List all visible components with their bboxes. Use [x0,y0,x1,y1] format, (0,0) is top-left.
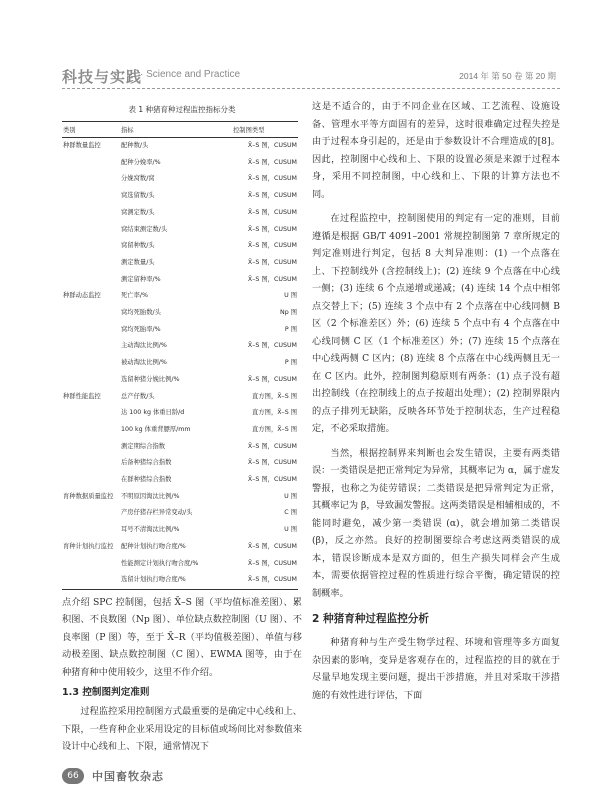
table-row [62,439,298,456]
table-cell-category: 种群动态监控 [63,292,101,300]
table-row [62,255,298,272]
table-cell-indicator: 窝选留数/头 [121,192,155,200]
table-row [62,522,298,539]
table-cell-indicator: 性能测定计划执行吻合度/% [121,559,199,567]
table-cell-category [62,188,120,205]
table-cell-indicator: 配种数/头 [121,142,149,149]
table-cell-chart-type: X̄–S 图，CUSUM [247,459,297,467]
table-header-indicator: 指标 [120,122,232,138]
table-cell-category [62,572,120,589]
table-cell-category [62,455,120,472]
indicator-table [62,121,298,590]
table-cell-chart-type: P 图 [284,359,297,367]
table-cell-chart-type: X̄–S 图，CUSUM [247,142,297,149]
table-cell-indicator: 总产仔数/头 [121,392,155,400]
table-cell-chart-type: X̄–S 图，CUSUM [247,542,297,550]
table-cell-indicator: 窝留种数/头 [121,242,155,250]
issue-info: 2014 年 第 50 卷 第 20 期 [459,71,556,81]
table-row [62,372,298,389]
table-cell-category [62,322,120,339]
journal-logo: 中国畜牧杂志 [92,770,164,783]
table-row [62,188,298,205]
table-row [62,505,298,522]
table-cell-category [62,472,120,489]
table-row [62,572,298,589]
table-header-category: 类别 [62,122,120,138]
table-cell-chart-type: 直方图，X̄–S 图 [252,392,297,400]
table-row [62,556,298,573]
table-cell-category [62,255,120,272]
table-cell-chart-type: P 图 [284,325,297,333]
header-divider [62,88,560,89]
table-cell-chart-type: X̄–S 图，CUSUM [247,342,297,350]
table-row [62,222,298,239]
table-cell-indicator: 配种分娩率/% [121,158,161,166]
table-cell-chart-type: C 图 [284,509,297,517]
table-cell-category [62,372,120,389]
table-row [62,171,298,188]
paragraph: 当然，根据控制界来判断也会发生错误，主要有两类错误：一类错误是把正常判定为异常，其概率记为 α，属于虚发警报，也称之为徒劳错误；二类错误是把异常判定为正常，其概率记为 β，导致漏发警报。这两类错误是相辅相成的，不能同时避免，减少第一类错误 (α)，就会增加第二类错误 (β)，反之亦然。良好的控制图要综合考虑这两类错误的成本，错误诊断成本是双方面的，但生产损失同样会产生成本，需要依据管控过程的性质进行综合平衡，确定错误的控制概率。 [312,447,560,599]
table-cell-chart-type: 直方图，X̄–S 图 [252,409,297,417]
table-cell-category [62,556,120,573]
paragraph: 点介绍 SPC 控制图，包括 X̄–S 图（平均值标准差图）、累积图、不良数图（Np 图）、单位缺点数控制图（U 图）、不良率图（P 图）等，至于 X̄–R（平均值极差图）、单值与移动极差图、缺点数控制图（C 图）、EWMA 图等，由于在种猪育种中使用较少，这里不作介绍。 [62,596,302,678]
table-cell-chart-type: U 图 [284,526,297,534]
table-cell-indicator: 产房仔猪存栏异常变动/头 [121,509,193,517]
table-cell-chart-type: X̄–S 图，CUSUM [247,175,297,183]
table-cell-chart-type: 直方图，X̄–S 图 [252,425,297,433]
table-cell-indicator: 不明原因淘汰比例/% [121,492,180,500]
table-cell-category [62,171,120,188]
table-row [62,405,298,422]
table-row [62,539,298,556]
table-cell-indicator: 窝均死胎数/头 [121,309,161,317]
table-row [62,288,298,305]
table-cell-indicator: 选留种猪分娩比例/% [121,375,180,383]
table-header-chart-type: 控制图类型 [232,122,298,138]
table-row [62,272,298,289]
table-cell-indicator: 耳号不清淘汰比例/% [121,526,180,534]
table-cell-category [62,439,120,456]
table-caption: 表 1 种猪育种过程监控指标分类 [128,105,236,114]
table-body [62,138,298,590]
page-header [62,66,562,88]
table-cell-category: 种群数量监控 [63,142,101,149]
section-heading-2: 2 种猪育种过程监控分析 [312,613,429,625]
table-cell-chart-type: X̄–S 图，CUSUM [247,258,297,266]
table-cell-indicator: 测定留种率/% [121,275,161,283]
table-cell-chart-type: X̄–S 图，CUSUM [247,208,297,216]
table-cell-chart-type: X̄–S 图，CUSUM [247,476,297,484]
table-row [62,472,298,489]
table-cell-category [62,338,120,355]
table-cell-category [62,155,120,172]
table-cell-chart-type: X̄–S 图，CUSUM [247,375,297,383]
table-cell-indicator: 被动淘汰比例/% [121,359,167,367]
table-cell-indicator: 配种计划执行吻合度/% [121,542,186,550]
table-cell-chart-type: X̄–S 图，CUSUM [247,242,297,250]
section-brand: 科技与实践 [62,68,143,86]
paragraph: 这是不适合的，由于不同企业在区域、工艺流程、设施设备、管理水平等方面固有的差异，这时很难确定过程失控是由于过程本身引起的，还是由于参数设计不合理造成的[8]。因此，控制图中心线和上、下限的设置必须是来源于过程本身，采用不同控制图，中心线和上、下限的计算方法也不同。 [312,101,560,200]
table-cell-indicator: 死亡率/% [121,292,148,300]
paragraph: 在过程监控中，控制图使用的判定有一定的准则，目前遵循是根据 GB/T 4091–2001 常规控制图第 7 章所规定的判定准则进行判定，包括 8 大判异准则：(1) 一个点落在上、下控制线外 (含控制线上)；(2) 连续 9 个点落在中心线一侧；(3) 连续 6 个点递增或递减；(4) 连续 14 个点中相邻点交替上下；(5) 连续 3 个点中有 2 个点落在中心线同侧 B 区（2 个标准差区）外；(6) 连续 5 个点中有 4 个点落在中心线同侧 C 区（1 个标准差区）外；(7) 连续 15 个点落在中心线两侧 C 区内；(8) 连续 8 个点落在中心线两侧且无一在 C 区内。此外，控制图判稳原则有两条：(1) 点子没有超出控制线（在控制线上的点子按超出处理）；(2) 控制界限内的点子排列无缺陷，反映各环节处于控制状态，生产过程稳定，不必采取措施。 [312,213,560,434]
paragraph: 过程监控采用控制图方式最重要的是确定中心线和上、下限，一些育种企业采用设定的目标值或场间比对参数值来设计中心线和上、下限，通常情况下 [62,706,302,753]
table-cell-indicator: 100 kg 体重背膘厚/mm [121,425,191,433]
table-cell-indicator: 窝均死胎率/% [121,325,161,333]
table-row [62,238,298,255]
section-brand-subtitle: · Science and Practice [140,69,241,80]
table-cell-category [62,405,120,422]
paragraph: 种猪育种与生产受生物学过程、环境和管理等多方面复杂因素的影响，变异是客观存在的，过程监控的目的就在于尽量早地发现主要问题，提出干涉措施，并且对采取干涉措施的有效性进行评估，下面 [312,637,560,701]
table-row [62,389,298,406]
table-header-row [62,122,298,138]
section-heading-1-3: 1.3 控制图判定准则 [62,687,150,699]
table-cell-chart-type: X̄–S 图，CUSUM [247,559,297,567]
table-cell-indicator: 后备种猪综合指数 [121,459,172,467]
table-cell-category [62,422,120,439]
table-cell-indicator: 测定数量/头 [121,258,155,266]
table-cell-category [62,305,120,322]
left-body-text [62,594,302,756]
table-cell-indicator: 窝测定数/头 [121,208,155,216]
table-cell-category: 育种数据质量监控 [63,492,114,500]
table-row [62,138,298,155]
table-row [62,338,298,355]
page-footer [62,768,262,788]
table-cell-indicator: 在群种猪综合指数 [121,476,172,484]
table-cell-chart-type: Np 图 [279,309,297,317]
table-cell-category: 种群性能监控 [63,392,101,400]
table-cell-category [62,272,120,289]
table-cell-category [62,505,120,522]
table-cell-chart-type: X̄–S 图，CUSUM [232,572,298,589]
table-row [62,355,298,372]
table-cell-chart-type: X̄–S 图，CUSUM [247,275,297,283]
table-cell-indicator: 达 100 kg 体重日龄/d [121,409,185,417]
table-cell-category [62,238,120,255]
table-cell-category [62,355,120,372]
table-cell-category [62,205,120,222]
table-cell-indicator: 窝结束测定数/头 [121,225,168,233]
table-cell-chart-type: X̄–S 图，CUSUM [247,158,297,166]
table-row [62,422,298,439]
table-cell-chart-type: U 图 [284,292,297,300]
table-cell-indicator: 主动淘汰比例/% [121,342,167,350]
table-row [62,322,298,339]
table-cell-indicator: 分娩窝数/窝 [121,175,155,183]
table-row [62,489,298,506]
left-column [62,98,302,756]
table-row [62,305,298,322]
table-row [62,455,298,472]
table-cell-indicator: 测定期综合指数 [121,442,166,450]
table-cell-chart-type: U 图 [284,492,297,500]
right-column [312,98,560,704]
table-cell-chart-type: X̄–S 图，CUSUM [247,442,297,450]
page-number: 66 [62,768,84,784]
table-cell-chart-type: X̄–S 图，CUSUM [247,225,297,233]
table-cell-category: 育种计划执行监控 [63,542,114,550]
table-row [62,155,298,172]
table-row [62,205,298,222]
table-cell-category [62,222,120,239]
table-cell-category [62,522,120,539]
table-cell-chart-type: X̄–S 图，CUSUM [247,192,297,200]
table-cell-indicator: 选留计划执行吻合度/% [120,572,232,589]
